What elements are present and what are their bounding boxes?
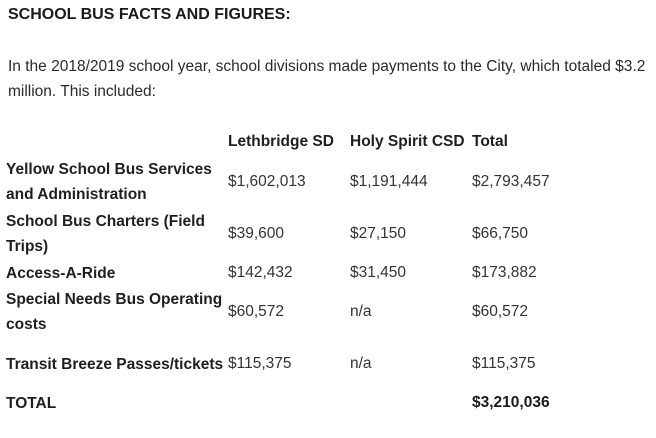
total-value: $115,375	[472, 355, 536, 372]
row-label: Access-A-Ride	[6, 264, 116, 282]
row-label: Special Needs Bus Operating costs	[6, 291, 223, 333]
lethbridge-value: $142,432	[228, 264, 293, 281]
header-holy-spirit-csd: Holy Spirit CSD	[350, 133, 465, 150]
lethbridge-value: $1,602,013	[228, 173, 306, 190]
holy-spirit-value: $31,450	[350, 264, 407, 281]
table-row	[6, 286, 602, 338]
header-lethbridge-sd: Lethbridge SD	[228, 133, 334, 150]
intro-paragraph: In the 2018/2019 school year, school divisions made payments to the City, which totaled $3.2 million. This included:	[8, 58, 646, 100]
holy-spirit-value: n/a	[350, 355, 372, 372]
grand-total-value: $3,210,036	[472, 394, 550, 411]
section-heading: SCHOOL BUS FACTS AND FIGURES:	[8, 6, 291, 23]
table-row	[6, 156, 602, 208]
table-row	[6, 208, 602, 260]
total-row-holy-spirit	[350, 390, 472, 416]
total-value: $173,882	[472, 264, 537, 281]
holy-spirit-value: $1,191,444	[350, 173, 428, 190]
row-label: Transit Breeze Passes/tickets	[6, 355, 224, 373]
total-value: $2,793,457	[472, 173, 550, 190]
payments-table	[6, 128, 602, 416]
table-total-row	[6, 390, 602, 416]
total-row-label: TOTAL	[6, 394, 57, 412]
total-row-lethbridge	[228, 390, 350, 416]
holy-spirit-value: $27,150	[350, 225, 407, 242]
lethbridge-value: $39,600	[228, 225, 285, 242]
total-value: $66,750	[472, 225, 529, 242]
lethbridge-value: $115,375	[228, 355, 292, 372]
header-label-cell	[6, 128, 228, 156]
header-total: Total	[472, 133, 508, 150]
total-value: $60,572	[472, 303, 529, 320]
row-label: School Bus Charters (Field Trips)	[6, 213, 205, 255]
holy-spirit-value: n/a	[350, 303, 372, 320]
table-row	[6, 338, 602, 390]
lethbridge-value: $60,572	[228, 303, 285, 320]
table-header-row	[6, 128, 602, 156]
row-label: Yellow School Bus Services and Administration	[6, 161, 212, 203]
table-row	[6, 260, 602, 286]
